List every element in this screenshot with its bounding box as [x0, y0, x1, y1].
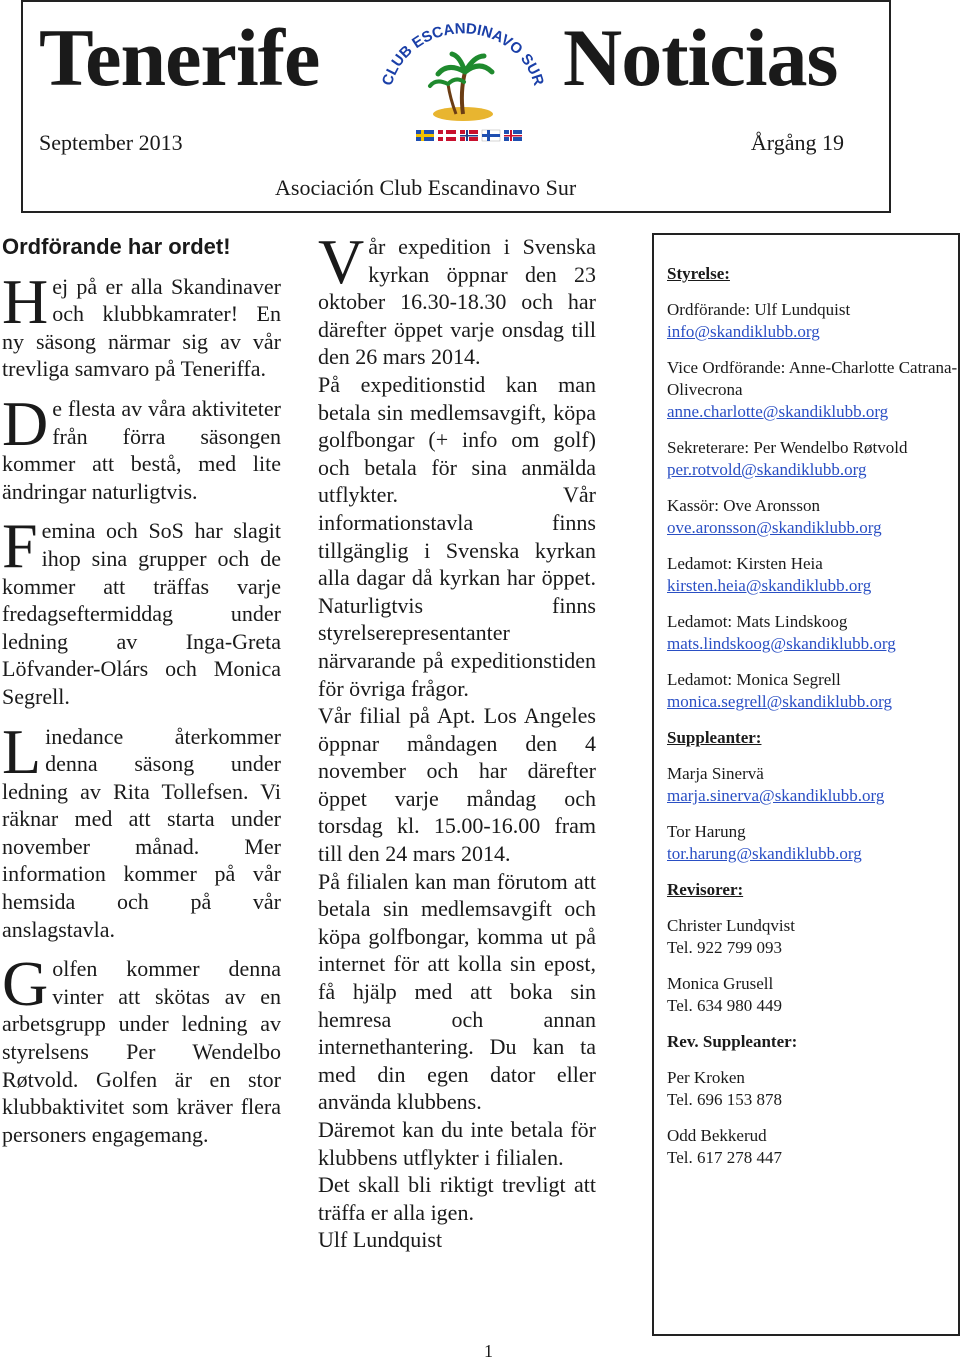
logo-text: CLUB ESCANDINAVO SUR — [378, 22, 548, 88]
board-member — [667, 669, 958, 713]
dropcap: F — [2, 510, 38, 582]
paragraph-golf: Golfen kommer denna vinter att skötas av en arbetsgrupp under ledning av styrelsens Per Wendelbo Røtvold. Golfen är en stor klubbaktivitet som kräver flera personers engagemang. — [2, 948, 281, 1147]
suppleant — [667, 763, 958, 807]
paragraph-expedition: Vår expedition i Svenska kyrkan öppnar den 23 oktober 16.30-18.30 och har därefter öppet varje onsdag till den 26 mars 2014. — [318, 226, 596, 370]
paragraph-excursions: Däremot kan du inte betala för klubbens utflykter i filialen. — [318, 1117, 596, 1170]
newsletter-title-left: Tenerife — [39, 12, 320, 103]
rev-suppleant-phone: Tel. 696 153 878 — [667, 1090, 782, 1109]
paragraph-closing: Det skall bli riktigt trevligt att träffa er alla igen. — [318, 1172, 596, 1225]
board-role: Sekreterare: Per Wendelbo Røtvold — [667, 438, 908, 457]
email-link[interactable]: ove.aronsson@skandiklubb.org — [667, 518, 882, 537]
revisor-phone: Tel. 922 799 093 — [667, 938, 782, 957]
email-link[interactable]: monica.segrell@skandiklubb.org — [667, 692, 892, 711]
board-role: Vice Ordförande: Anne-Charlotte Catrana-Olivecrona — [667, 358, 958, 399]
suppleant-name: Tor Harung — [667, 822, 746, 841]
revisor-name: Christer Lundqvist — [667, 916, 795, 935]
masthead — [21, 0, 891, 213]
rev-suppleant — [667, 1125, 958, 1169]
revisor-phone: Tel. 634 980 449 — [667, 996, 782, 1015]
board-member — [667, 357, 958, 423]
expedition-column — [318, 226, 596, 1254]
dropcap: H — [2, 265, 49, 337]
suppleant-name: Marja Sinervä — [667, 764, 764, 783]
email-link[interactable]: tor.harung@skandiklubb.org — [667, 844, 862, 863]
board-member — [667, 553, 958, 597]
email-link[interactable]: kirsten.heia@skandiklubb.org — [667, 576, 872, 595]
paragraph-filial-services: På filialen kan man förutom att betala sin medlemsavgift och köpa golfbongar, komma ut på internet för att kolla sin epost, få hjälp med att boka sin hemresa och annan internethantering. Du kan ta med din egen dator eller använda klubbens. — [318, 868, 596, 1115]
revisor — [667, 915, 958, 959]
rev-suppleant-phone: Tel. 617 278 447 — [667, 1148, 782, 1167]
club-subtitle: Asociación Club Escandinavo Sur — [275, 175, 577, 200]
chairman-letter-column — [2, 233, 281, 1160]
paragraph-activities: De flesta av våra aktiviteter från förra säsongen kommer att bestå, med lite ändringar naturligtvis. — [2, 387, 281, 504]
board-role: Kassör: Ove Aronsson — [667, 496, 820, 515]
dropcap: L — [2, 715, 42, 787]
board-member — [667, 611, 958, 655]
issue-volume: Årgång 19 — [750, 130, 844, 155]
paragraph-femina: Femina och SoS har slagit ihop sina grupper och de kommer att träffas varje fredagseftermiddag under ledning av Inga-Greta Löfvander-Olárs och Monica Segrell. — [2, 510, 281, 709]
board-member — [667, 299, 958, 343]
signature: Ulf Lundquist — [318, 1227, 443, 1253]
rev-suppleant-name: Per Kroken — [667, 1068, 745, 1087]
board-role: Ledamot: Mats Lindskoog — [667, 612, 848, 631]
email-link[interactable]: anne.charlotte@skandiklubb.org — [667, 402, 889, 421]
board-role: Ledamot: Kirsten Heia — [667, 554, 823, 573]
paragraph-expedition-time: På expeditionstid kan man betala sin medlemsavgift, köpa golfbongar (+ info om golf) och betala för sina anmälda utflykter. Vår informationstavla finns tillgänglig i Svenska kyrkan alla dagar då kyrkan har öppet. Naturligtvis finns styrelserepresentanter närvarande på expeditionstiden för övriga frågor. — [318, 371, 596, 701]
dropcap: V — [318, 226, 365, 297]
chairman-heading: Ordförande har ordet! — [2, 234, 231, 259]
email-link[interactable]: info@skandiklubb.org — [667, 322, 820, 341]
rev-suppleanter-heading: Rev. Suppleanter: — [667, 1032, 798, 1051]
rev-suppleant — [667, 1067, 958, 1111]
email-link[interactable]: mats.lindskoog@skandiklubb.org — [667, 634, 896, 653]
suppleanter-heading: Suppleanter: — [667, 728, 762, 747]
paragraph-linedance: Linedance återkommer denna säsong under ledning av Rita Tollefsen. Vi räknar med att starta under november månad. Mer information kommer på vår hemsida och på vår anslagstavla. — [2, 715, 281, 942]
revisor — [667, 973, 958, 1017]
revisor-name: Monica Grusell — [667, 974, 774, 993]
board-role: Ledamot: Monica Segrell — [667, 670, 841, 689]
board-role: Ordförande: Ulf Lundquist — [667, 300, 851, 319]
email-link[interactable]: per.rotvold@skandiklubb.org — [667, 460, 867, 479]
board-sidebar — [652, 233, 960, 1336]
page-number: 1 — [484, 1341, 493, 1361]
email-link[interactable]: marja.sinerva@skandiklubb.org — [667, 786, 885, 805]
nordic-flags-icon — [416, 130, 522, 141]
newsletter-title-right: Noticias — [563, 12, 838, 103]
paragraph-greeting: Hej på er alla Skandinaver och klubbkamrater! En ny säsong närmar sig av vår trevliga samvaro på Teneriffa. — [2, 265, 281, 382]
styrelse-heading: Styrelse: — [667, 264, 730, 283]
paragraph-filial: Vår filial på Apt. Los Angeles öppnar måndagen den 4 november och har därefter öppet varje måndag och torsdag kl. 15.00-16.00 fram till den 24 mars 2014. — [318, 703, 596, 867]
rev-suppleant-name: Odd Bekkerud — [667, 1126, 767, 1145]
board-member — [667, 437, 958, 481]
board-member — [667, 495, 958, 539]
dropcap: D — [2, 387, 49, 459]
club-logo — [368, 22, 558, 152]
dropcap: G — [2, 948, 49, 1020]
revisorer-heading: Revisorer: — [667, 880, 744, 899]
issue-date: September 2013 — [39, 130, 183, 155]
suppleant — [667, 821, 958, 865]
